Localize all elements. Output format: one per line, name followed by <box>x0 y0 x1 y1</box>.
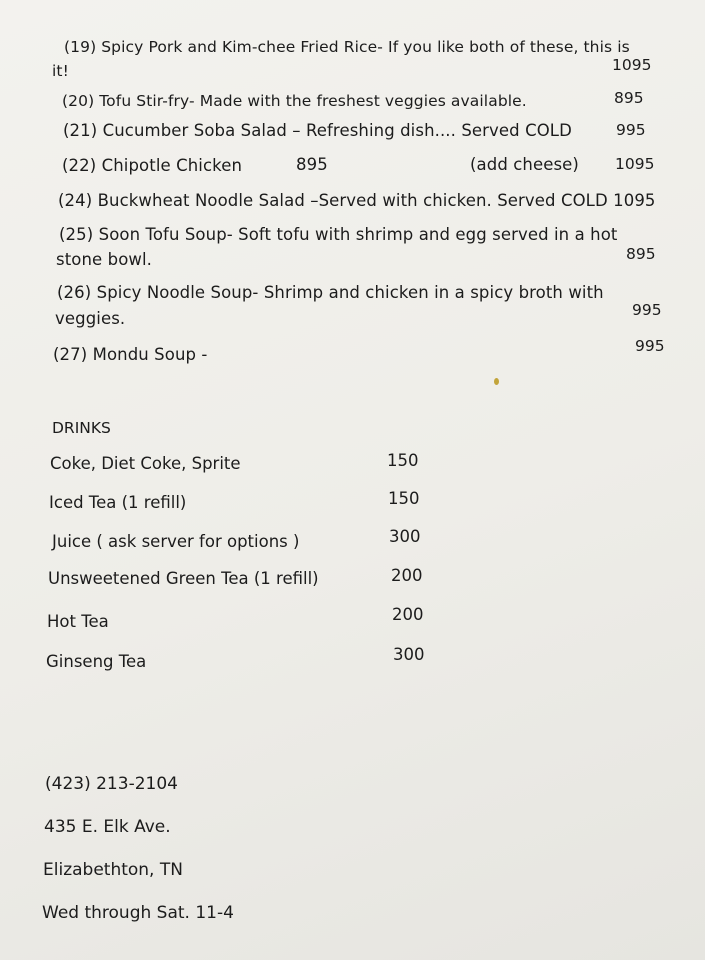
menu-item-26-price: 995 <box>632 301 662 319</box>
drink-ginseng-tea-price: 300 <box>393 645 425 664</box>
drink-iced-tea-name: Iced Tea (1 refill) <box>49 493 187 512</box>
menu-item-19-desc: (19) Spicy Pork and Kim-chee Fried Rice- If you like both of these, this is <box>64 38 630 56</box>
drink-juice-price: 300 <box>389 527 421 546</box>
contact-hours: Wed through Sat. 11-4 <box>42 903 234 923</box>
menu-item-25-price: 895 <box>626 245 656 263</box>
menu-item-27-price: 995 <box>635 337 665 355</box>
menu-item-21-desc: (21) Cucumber Soba Salad – Refreshing dish.... Served COLD <box>63 121 572 140</box>
menu-item-19-price: 1095 <box>612 56 652 74</box>
drink-green-tea-price: 200 <box>391 566 423 585</box>
menu-item-21-price: 995 <box>616 121 646 139</box>
menu-item-22-price-base: 895 <box>296 155 328 174</box>
contact-address: 435 E. Elk Ave. <box>44 817 171 837</box>
menu-item-20-desc: (20) Tofu Stir-fry- Made with the freshest veggies available. <box>62 92 527 110</box>
menu-item-22-price: 1095 <box>615 155 655 173</box>
menu-item-26-desc-cont: veggies. <box>55 309 126 328</box>
drink-hot-tea-price: 200 <box>392 605 424 624</box>
menu-item-22-note: (add cheese) <box>470 155 579 174</box>
menu-item-25-desc: (25) Soon Tofu Soup- Soft tofu with shrimp and egg served in a hot <box>59 225 618 244</box>
drink-ginseng-tea-name: Ginseng Tea <box>46 652 147 671</box>
menu-item-20-price: 895 <box>614 89 644 107</box>
drink-hot-tea-name: Hot Tea <box>47 612 109 631</box>
menu-item-24-desc: (24) Buckwheat Noodle Salad –Served with chicken. Served COLD 1095 <box>58 191 656 210</box>
menu-item-27-desc: (27) Mondu Soup - <box>53 345 208 364</box>
contact-phone: (423) 213-2104 <box>45 774 178 794</box>
drinks-heading: DRINKS <box>52 419 111 437</box>
menu-item-26-desc: (26) Spicy Noodle Soup- Shrimp and chicken in a spicy broth with <box>57 283 604 302</box>
drink-juice-name: Juice ( ask server for options ) <box>52 532 300 551</box>
contact-city: Elizabethton, TN <box>43 860 183 880</box>
drink-iced-tea-price: 150 <box>388 489 420 508</box>
drink-coke-price: 150 <box>387 451 419 470</box>
menu-item-19-desc-cont: it! <box>52 62 69 80</box>
menu-item-22-desc: (22) Chipotle Chicken <box>62 156 243 175</box>
paper-speck <box>494 378 499 385</box>
drink-coke-name: Coke, Diet Coke, Sprite <box>50 454 241 473</box>
menu-item-25-desc-cont: stone bowl. <box>56 250 153 269</box>
drink-green-tea-name: Unsweetened Green Tea (1 refill) <box>48 569 319 588</box>
